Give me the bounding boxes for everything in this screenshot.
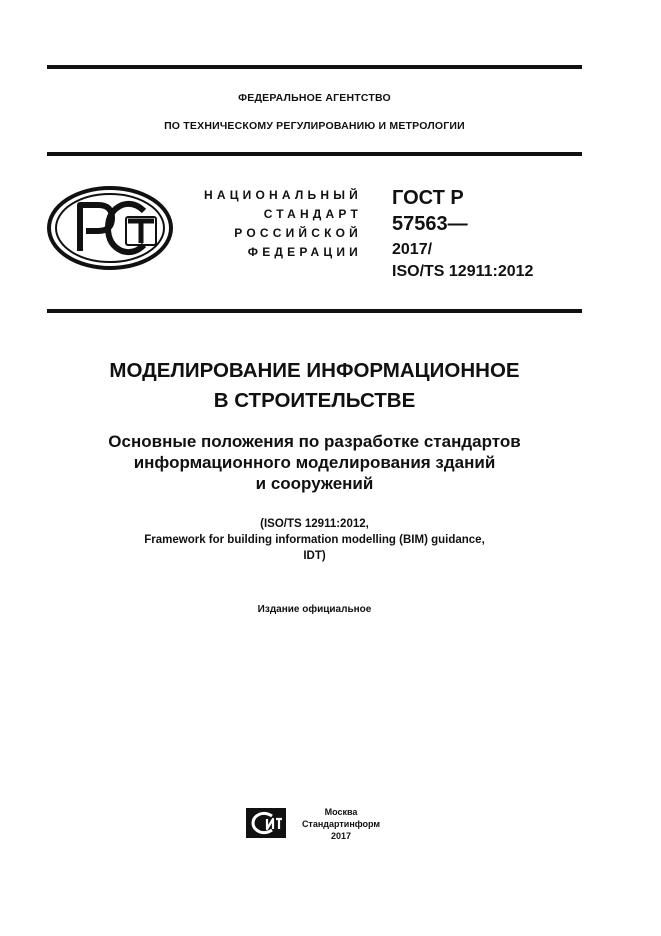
document-title xyxy=(47,356,582,416)
designation-line-4: ISO/TS 12911:2012 xyxy=(392,263,534,280)
publisher-block xyxy=(296,806,386,842)
intl-line-2: Framework for building information modelling (BIM) guidance, xyxy=(144,534,485,546)
agency-line-2: ПО ТЕХНИЧЕСКОМУ РЕГУЛИРОВАНИЮ И МЕТРОЛОГИИ xyxy=(164,120,465,132)
edition-label: Издание официальное xyxy=(257,604,372,615)
subtitle-line-1: Основные положения по разработке стандартов xyxy=(108,432,521,451)
title-line-1: МОДЕЛИРОВАНИЕ ИНФОРМАЦИОННОЕ xyxy=(109,359,520,382)
intl-line-1: (ISO/TS 12911:2012, xyxy=(260,518,369,530)
designation-line-1: ГОСТ Р xyxy=(392,187,464,209)
designation-line-2: 57563— xyxy=(392,213,468,235)
rst-standard-emblem-icon xyxy=(46,185,174,271)
standard-designation xyxy=(392,185,533,283)
standard-type xyxy=(172,186,362,262)
designation-line-3: 2017/ xyxy=(392,241,433,258)
standartinform-logo-icon xyxy=(246,808,286,838)
agency-line-1: ФЕДЕРАЛЬНОЕ АГЕНТСТВО xyxy=(238,92,391,104)
standard-type-line: СТАНДАРТ xyxy=(263,207,362,221)
publisher-city: Москва xyxy=(324,807,358,817)
standard-type-line: РОССИЙСКОЙ xyxy=(234,226,362,240)
standard-type-line: ФЕДЕРАЦИИ xyxy=(247,245,362,259)
document-subtitle xyxy=(47,431,582,494)
international-reference xyxy=(47,516,582,564)
designation-rule xyxy=(47,309,582,313)
publisher-name: Стандартинформ xyxy=(301,819,381,829)
top-rule xyxy=(47,65,582,69)
standard-type-line: НАЦИОНАЛЬНЫЙ xyxy=(203,188,362,202)
subtitle-line-2: информационного моделирования зданий xyxy=(133,453,496,472)
title-line-2: В СТРОИТЕЛЬСТВЕ xyxy=(213,389,416,412)
subtitle-line-3: и сооружений xyxy=(255,474,374,493)
publisher-year: 2017 xyxy=(330,831,352,841)
header-rule xyxy=(47,152,582,156)
intl-line-3: IDT) xyxy=(303,550,326,562)
